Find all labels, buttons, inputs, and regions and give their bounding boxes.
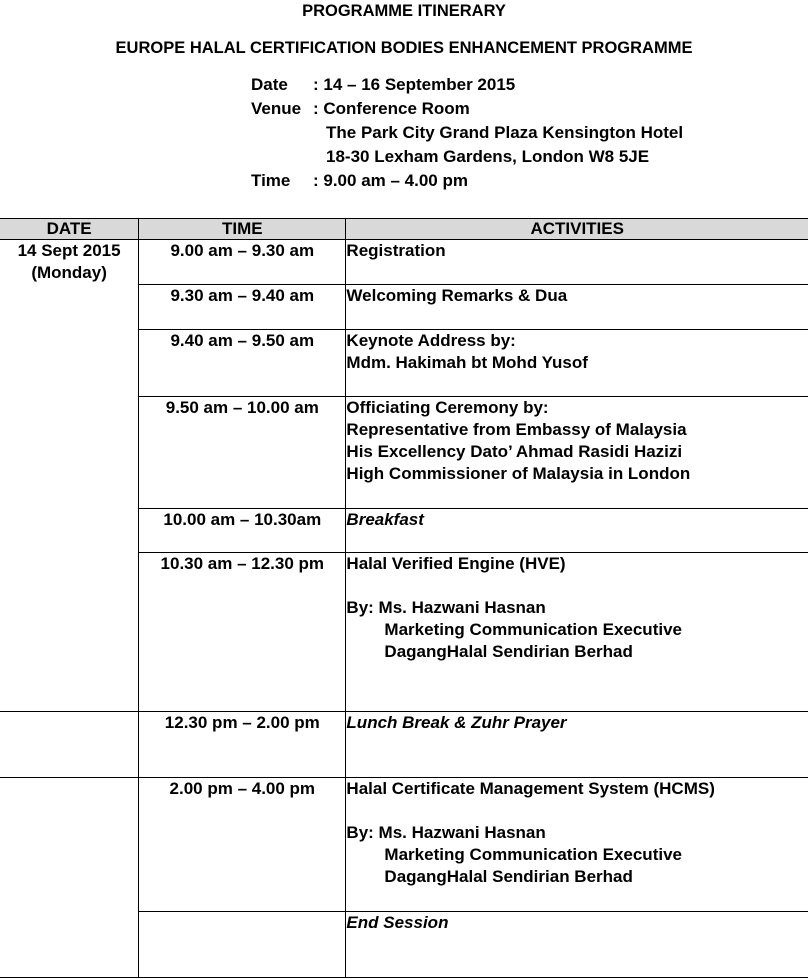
activity-line: End Session (346, 913, 449, 932)
time-cell: 9.00 am – 9.30 am (139, 240, 346, 285)
activity-line: High Commissioner of Malaysia in London (346, 464, 691, 483)
column-header-date: DATE (0, 219, 139, 240)
date-cell (0, 712, 139, 778)
time-cell: 9.30 am – 9.40 am (139, 285, 346, 330)
date-value: : 14 – 16 September 2015 (313, 75, 516, 94)
activity-line: DagangHalal Sendirian Berhad (384, 642, 633, 661)
activity-line: Halal Certificate Management System (HCMS) (346, 779, 715, 798)
day-text: (Monday) (31, 263, 107, 282)
activity-line: Representative from Embassy of Malaysia (346, 420, 687, 439)
activity-line: Marketing Communication Executive (384, 620, 682, 639)
table-row (0, 778, 808, 912)
activity-cell (346, 397, 808, 509)
activity-cell (346, 712, 808, 778)
date-cell (0, 240, 139, 712)
venue-address: 18-30 Lexham Gardens, London W8 5JE (326, 147, 650, 166)
activity-cell (346, 912, 808, 978)
time-value: : 9.00 am – 4.00 pm (313, 171, 468, 190)
activity-line: Officiating Ceremony by: (346, 398, 549, 417)
time-label: Time (251, 171, 291, 190)
activity-line: Breakfast (346, 510, 424, 529)
time-cell: 9.40 am – 9.50 am (139, 330, 346, 397)
date-text: 14 Sept 2015 (17, 241, 121, 260)
time-cell: 2.00 pm – 4.00 pm (139, 778, 346, 912)
time-cell (139, 912, 346, 978)
programme-subtitle: EUROPE HALAL CERTIFICATION BODIES ENHANCEMENT PROGRAMME (115, 39, 693, 57)
activity-line: By: Ms. Hazwani Hasnan (346, 598, 546, 617)
venue-label: Venue (251, 99, 302, 118)
activity-line: Registration (346, 241, 446, 260)
activity-line: His Excellency Dato’ Ahmad Rasidi Hazizi (346, 442, 683, 461)
table-row (0, 712, 808, 778)
activity-line: DagangHalal Sendirian Berhad (384, 867, 633, 886)
activity-cell (346, 553, 808, 712)
page-title: PROGRAMME ITINERARY (302, 2, 506, 20)
activity-line: Lunch Break & Zuhr Prayer (346, 713, 567, 732)
table-row (0, 240, 808, 285)
column-header-activities: ACTIVITIES (346, 219, 808, 240)
venue-hotel: The Park City Grand Plaza Kensington Hotel (326, 123, 684, 142)
activity-line: Mdm. Hakimah bt Mohd Yusof (346, 353, 588, 372)
activity-cell (346, 240, 808, 285)
venue-value: : Conference Room (313, 99, 470, 118)
activity-line: Halal Verified Engine (HVE) (346, 554, 566, 573)
activity-line: By: Ms. Hazwani Hasnan (346, 823, 546, 842)
time-cell: 10.00 am – 10.30am (139, 509, 346, 553)
date-label: Date (251, 75, 288, 94)
activity-line: Welcoming Remarks & Dua (346, 286, 568, 305)
activity-cell (346, 285, 808, 330)
activity-cell (346, 778, 808, 912)
activity-cell (346, 509, 808, 553)
time-cell: 9.50 am – 10.00 am (139, 397, 346, 509)
date-cell (0, 778, 139, 978)
schedule-table (0, 218, 808, 978)
time-cell: 12.30 pm – 2.00 pm (139, 712, 346, 778)
time-cell: 10.30 am – 12.30 pm (139, 553, 346, 712)
activity-cell (346, 330, 808, 397)
activity-line: Keynote Address by: (346, 331, 516, 350)
column-header-time: TIME (139, 219, 346, 240)
activity-line: Marketing Communication Executive (384, 845, 682, 864)
table-header-row (0, 219, 808, 240)
